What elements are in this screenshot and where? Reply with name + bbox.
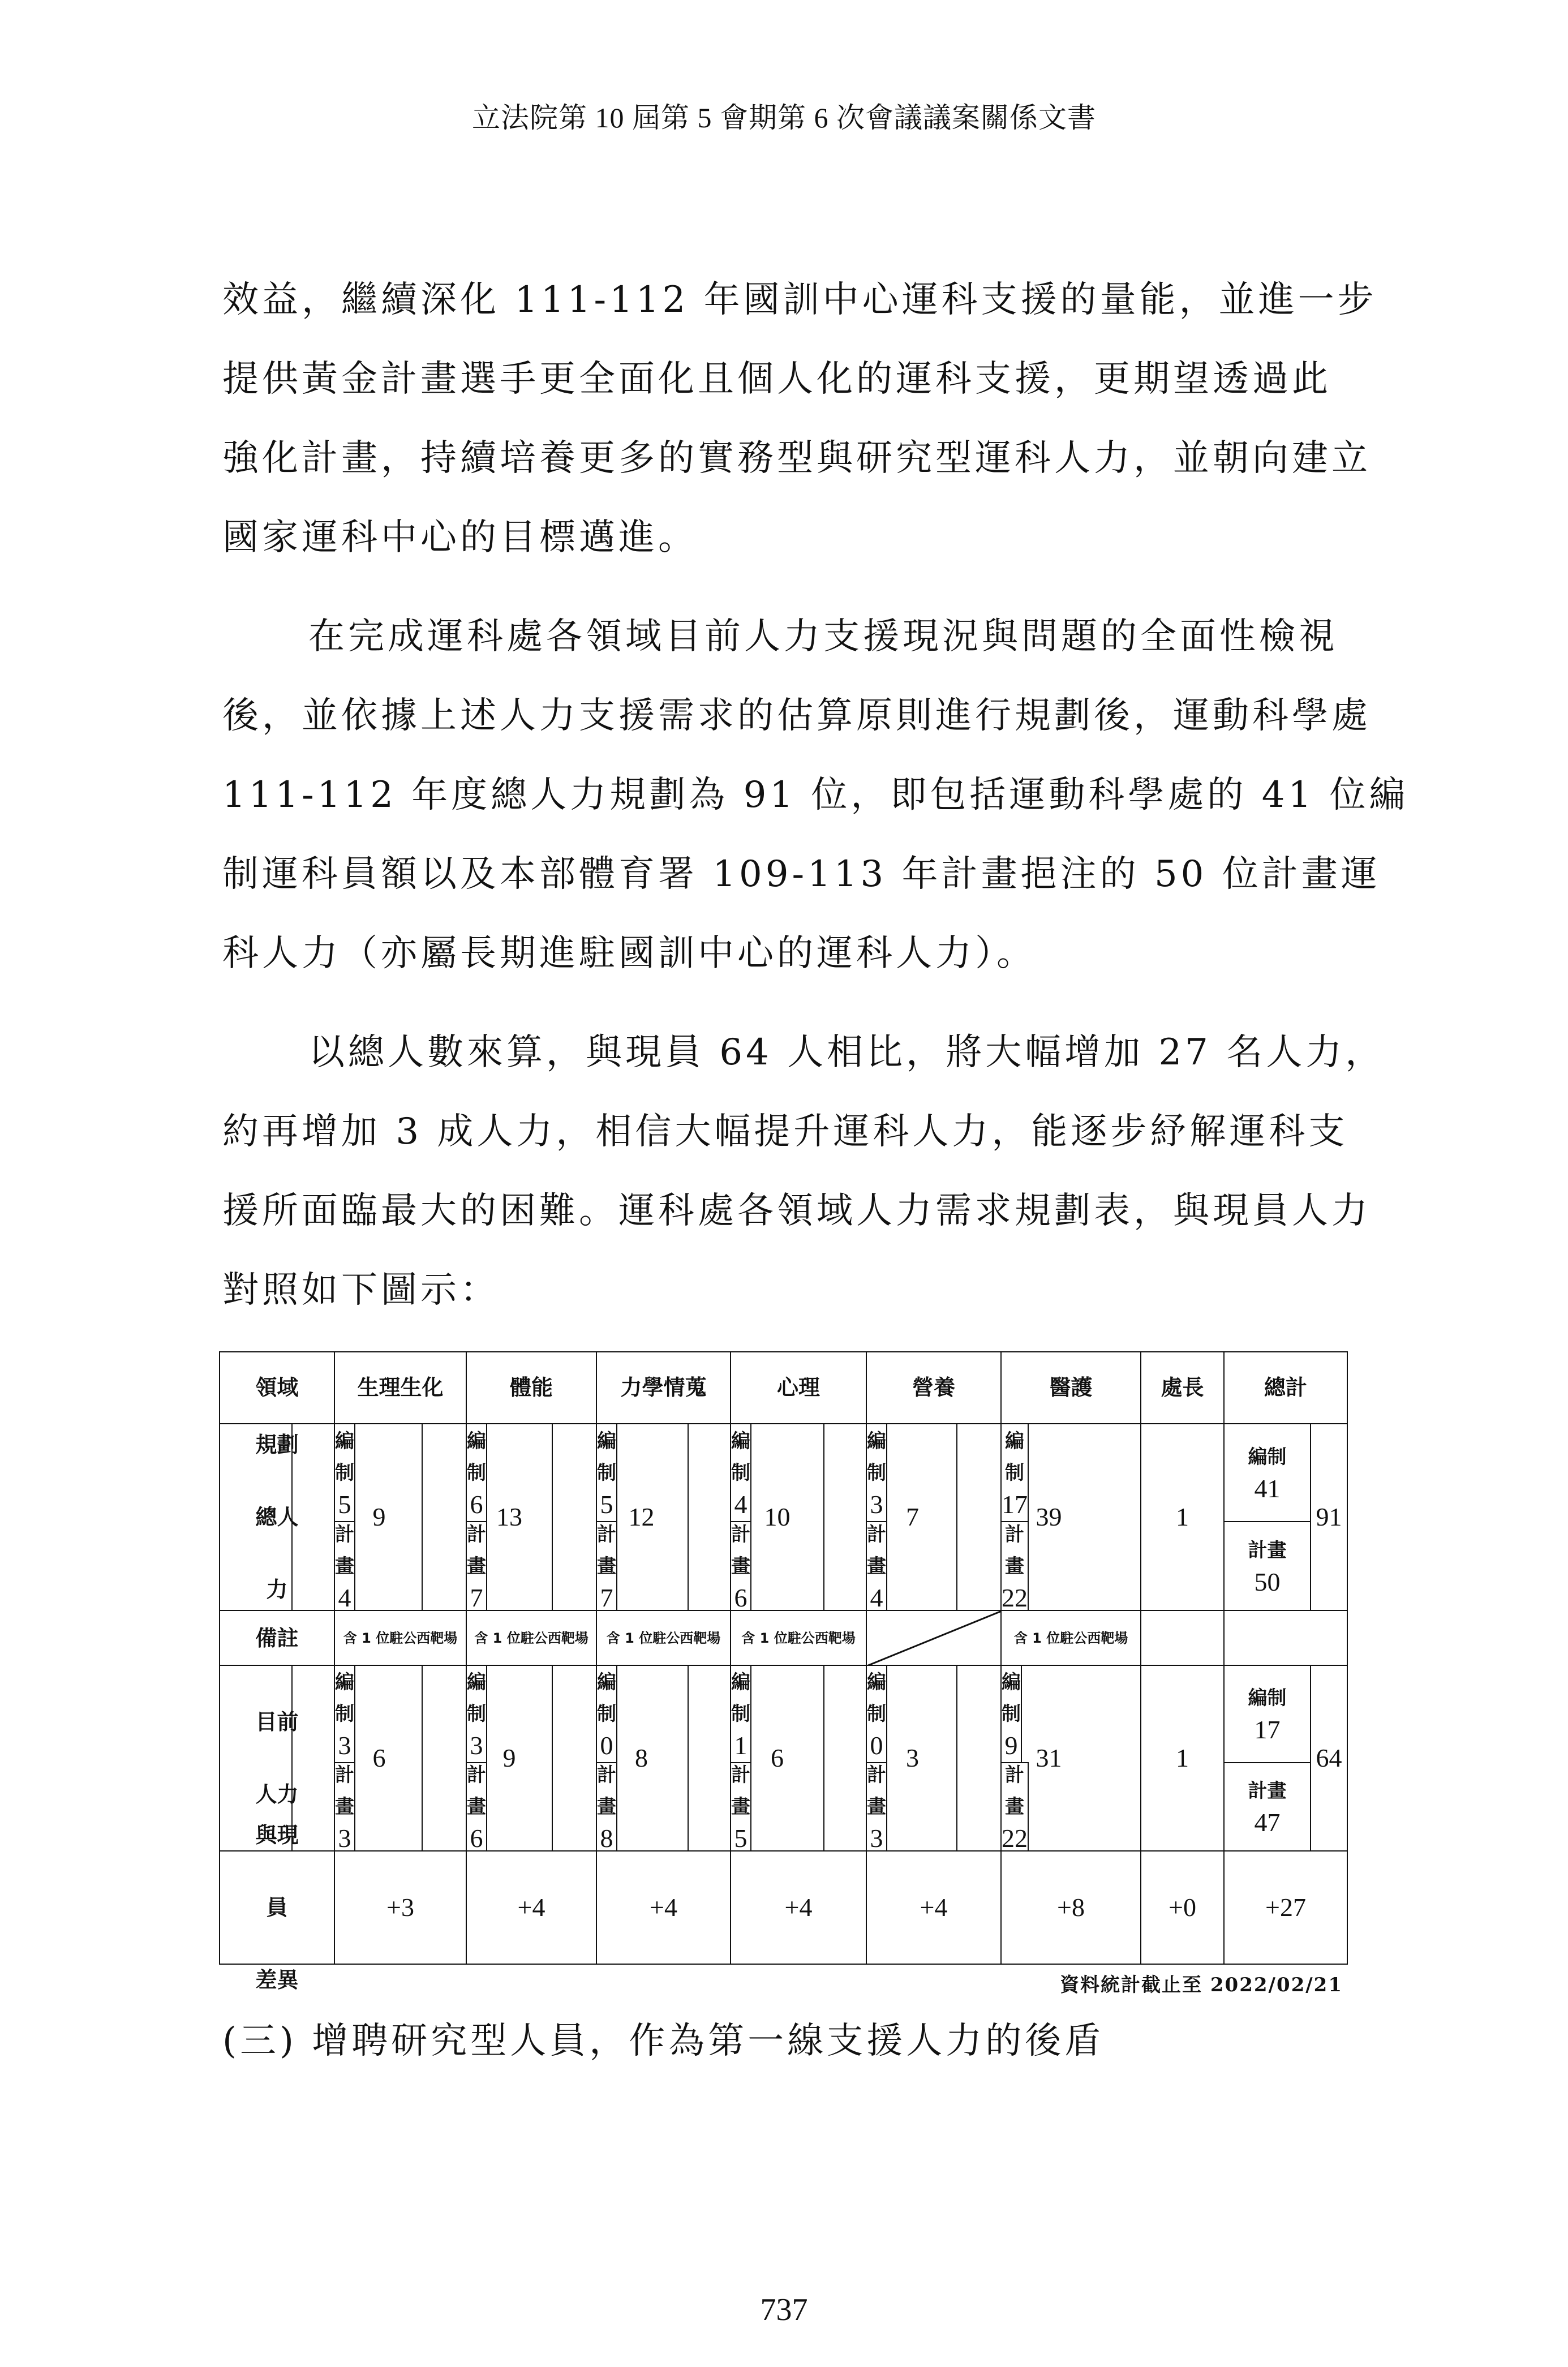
difference-cell [730, 1850, 867, 1965]
sub-label-char: 制 [867, 1703, 886, 1725]
sub-label-char: 編 [335, 1671, 354, 1694]
project-value: 7 [600, 1583, 613, 1612]
total-value: 10 [764, 1502, 791, 1531]
establishment-value: 17 [1254, 1715, 1281, 1744]
sub-label-char: 編 [867, 1671, 886, 1694]
sub-label-char: 計 [1005, 1523, 1024, 1546]
note-text: 含 1 位駐 [741, 1630, 801, 1646]
sub-label-char: 畫 [731, 1795, 750, 1818]
sub-label-char: 計 [597, 1764, 616, 1786]
column-header [466, 1351, 597, 1424]
page-number: 737 [760, 2292, 808, 2327]
current-total-cell [1140, 1665, 1225, 1851]
establishment-value: 9 [1004, 1731, 1018, 1760]
note-text: 含 1 位駐 [474, 1630, 534, 1646]
total-value: 64 [1316, 1743, 1342, 1772]
paragraph-line: 後，並依據上述人力支援需求的估算原則進行規劃後，運動科學處 [222, 695, 1371, 737]
sub-label-char: 畫 [867, 1554, 886, 1578]
sub-label-char: 計 [867, 1523, 886, 1546]
sub-label: 計畫 [1248, 1780, 1287, 1802]
row-label-text: 目前 [255, 1709, 299, 1734]
note-cell [866, 1610, 1002, 1666]
sub-label-char: 編 [731, 1671, 750, 1694]
column-header-label: 醫護 [1049, 1374, 1093, 1400]
row-label-text: 備註 [255, 1625, 299, 1651]
paragraph-line: 制運科員額以及本部體育署 109-113 年計畫挹注的 50 位計畫運 [222, 853, 1381, 895]
note-text: 含 1 位駐 [1013, 1630, 1074, 1646]
note-cell [1140, 1610, 1225, 1666]
sub-label-char: 計 [731, 1764, 750, 1786]
project-value: 6 [734, 1583, 748, 1612]
slash-line [867, 1611, 1002, 1666]
total-value: 12 [628, 1502, 655, 1531]
sub-label-char: 計 [467, 1523, 486, 1546]
establishment-value: 4 [734, 1489, 748, 1519]
total-value: 91 [1316, 1502, 1342, 1531]
sub-label-char: 畫 [597, 1554, 616, 1578]
note-cell [1223, 1610, 1348, 1666]
sub-label-char: 制 [335, 1703, 354, 1725]
column-header-label: 體能 [509, 1374, 553, 1400]
note-cell [334, 1610, 467, 1666]
note-cell [466, 1610, 597, 1666]
difference-value: +3 [386, 1892, 414, 1922]
row-label-difference [219, 1823, 335, 1992]
sub-label-char: 制 [335, 1461, 354, 1484]
sub-label-char: 編 [597, 1671, 616, 1694]
note-text: 含 1 位駐 [343, 1630, 403, 1646]
project-value: 6 [470, 1824, 483, 1853]
paragraph-line: 援所面臨最大的困難。運科處各領域人力需求規劃表，與現員人力 [222, 1190, 1371, 1232]
sub-label-char: 畫 [1005, 1795, 1024, 1818]
row-label-notes [219, 1610, 335, 1666]
sub-label-char: 編 [467, 1429, 486, 1453]
difference-cell [1000, 1850, 1141, 1965]
establishment-value: 17 [1002, 1489, 1028, 1519]
planned-total-cell [956, 1423, 1141, 1611]
sub-label-char: 畫 [1005, 1554, 1024, 1578]
sub-label: 編制 [1248, 1687, 1287, 1709]
corner-label: 領域 [255, 1374, 299, 1400]
paragraph-line: 科人力（亦屬長期進駐國訓中心的運科人力）。 [222, 933, 1036, 974]
difference-value: +4 [920, 1892, 948, 1922]
difference-value: +8 [1057, 1892, 1085, 1922]
column-header-label: 處長 [1161, 1374, 1204, 1400]
establishment-value: 1 [734, 1731, 748, 1760]
establishment-value: 0 [600, 1731, 613, 1760]
establishment-value: 5 [600, 1489, 613, 1519]
difference-value: +4 [650, 1892, 677, 1922]
project-value: 4 [870, 1583, 883, 1612]
sub-label-char: 計 [867, 1764, 886, 1786]
table-footnote: 資料統計截止至 2022/02/21 [1060, 1974, 1343, 1996]
total-value: 1 [1176, 1502, 1189, 1531]
paragraph-line: 效益，繼續深化 111-112 年國訓中心運科支援的量能，並進一步 [222, 279, 1377, 321]
sub-label-char: 計 [731, 1523, 750, 1546]
column-header [1140, 1351, 1225, 1424]
sub-label-char: 編 [1002, 1671, 1021, 1694]
sub-label-char: 計 [467, 1764, 486, 1786]
difference-cell [1223, 1850, 1348, 1965]
sub-label-char: 計 [597, 1523, 616, 1546]
establishment-value: 41 [1254, 1474, 1281, 1503]
column-header-label: 生化 [400, 1374, 444, 1400]
total-value: 7 [906, 1502, 919, 1531]
planned-total-cell [1140, 1423, 1225, 1611]
project-value: 22 [1002, 1583, 1028, 1612]
row-label-text: 員 [266, 1895, 288, 1920]
column-header-label: 心理 [776, 1374, 820, 1400]
sub-label-char: 計 [335, 1523, 354, 1546]
establishment-value: 3 [870, 1489, 883, 1519]
column-header-label: 力學 [620, 1374, 664, 1400]
project-value: 7 [470, 1583, 483, 1612]
sub-label-char: 畫 [335, 1554, 354, 1578]
sub-label-char: 編 [335, 1429, 354, 1453]
total-value: 8 [635, 1743, 648, 1772]
current-total-cell [956, 1665, 1141, 1851]
row-label-text: 與現 [255, 1823, 299, 1848]
note-cell [1000, 1610, 1141, 1666]
header-corner-cell [219, 1351, 335, 1424]
planned-project-cell [1223, 1521, 1311, 1611]
total-value: 6 [771, 1743, 784, 1772]
sub-label-char: 畫 [467, 1795, 486, 1818]
paragraph-2 [222, 597, 1409, 993]
establishment-value: 3 [470, 1731, 483, 1760]
sub-label-char: 計 [1005, 1764, 1024, 1786]
sub-label-char: 制 [731, 1703, 750, 1725]
note-text: 含 1 位駐 [606, 1630, 667, 1646]
paragraph-3 [222, 1013, 1385, 1330]
total-value: 6 [372, 1743, 386, 1772]
difference-cell [866, 1850, 1002, 1965]
sub-label-char: 制 [1002, 1703, 1021, 1725]
sub-label-char: 制 [1005, 1461, 1024, 1484]
establishment-value: 6 [470, 1489, 483, 1519]
column-header [1000, 1351, 1141, 1424]
row-label-text: 規劃 [255, 1432, 299, 1457]
project-value: 22 [1002, 1824, 1028, 1853]
paragraph-line: 111-112 年度總人力規劃為 91 位，即包括運動科學處的 41 位編 [222, 774, 1409, 816]
note-text: 公西靶場 [666, 1630, 721, 1646]
column-header [334, 1351, 467, 1424]
total-value: 31 [1036, 1743, 1062, 1772]
paragraph-line: 國家運科中心的目標邁進。 [222, 517, 698, 559]
sub-label-char: 畫 [597, 1795, 616, 1818]
establishment-value: 3 [338, 1731, 351, 1760]
establishment-value: 5 [338, 1489, 351, 1519]
total-value: 3 [906, 1743, 919, 1772]
paragraph-line: 對照如下圖示： [222, 1269, 500, 1311]
sub-label-char: 制 [867, 1461, 886, 1484]
project-value: 50 [1254, 1567, 1281, 1596]
sub-label-char: 畫 [867, 1795, 886, 1818]
paragraph-1 [222, 260, 1377, 577]
column-header [596, 1351, 731, 1424]
difference-value: +27 [1265, 1892, 1306, 1922]
paragraph-line: 提供黃金計畫選手更全面化且個人化的運科支援，更期望透過此 [222, 358, 1331, 400]
total-value: 13 [496, 1502, 522, 1531]
paragraph-line: 強化計畫，持續培養更多的實務型與研究型運科人力，並朝向建立 [222, 437, 1371, 479]
total-value: 39 [1036, 1502, 1062, 1531]
document-header: 立法院第 10 屆第 5 會期第 6 次會議議案關係文書 [472, 102, 1096, 134]
paragraph-line: 以總人數來算，與現員 64 人相比，將大幅增加 27 名人力， [308, 1032, 1385, 1073]
project-value: 4 [338, 1583, 351, 1612]
row-label-text: 人力 [255, 1782, 299, 1807]
project-value: 3 [338, 1824, 351, 1853]
sub-label-char: 計 [335, 1764, 354, 1786]
sub-label: 編制 [1248, 1445, 1287, 1468]
sub-label-char: 制 [597, 1703, 616, 1725]
project-value: 8 [600, 1824, 613, 1853]
total-value: 9 [502, 1743, 516, 1772]
sub-label-char: 畫 [467, 1554, 486, 1578]
sub-label-char: 畫 [731, 1554, 750, 1578]
column-header-label: 營養 [912, 1374, 955, 1400]
column-header [1223, 1351, 1348, 1424]
sub-label-char: 編 [1005, 1429, 1024, 1453]
sub-label-char: 編 [467, 1671, 486, 1694]
difference-value: +4 [517, 1892, 545, 1922]
difference-value: +4 [784, 1892, 813, 1922]
project-value: 47 [1254, 1808, 1281, 1837]
difference-cell [466, 1850, 597, 1965]
project-value: 5 [734, 1824, 748, 1853]
total-value: 9 [372, 1502, 386, 1531]
sub-label-char: 編 [597, 1429, 616, 1453]
establishment-value: 0 [870, 1731, 883, 1760]
sub-label-char: 制 [467, 1461, 486, 1484]
current-establishment-cell [1223, 1665, 1311, 1763]
row-label-text: 差異 [255, 1968, 299, 1992]
note-cell [730, 1610, 867, 1666]
sub-label-char: 編 [867, 1429, 886, 1453]
current-total-cell [1310, 1665, 1348, 1851]
planned-total-cell [1310, 1423, 1348, 1611]
note-text: 公西靶場 [534, 1630, 588, 1646]
row-label-text: 力 [266, 1577, 288, 1602]
sub-label: 計畫 [1248, 1539, 1287, 1562]
column-header-label: 情蒐 [663, 1374, 707, 1400]
empty-cell-slash [867, 1611, 1002, 1666]
column-header [730, 1351, 867, 1424]
planned-establishment-cell [1223, 1423, 1311, 1522]
difference-cell [1140, 1850, 1225, 1965]
difference-cell [334, 1850, 467, 1965]
column-header-label: 總計 [1264, 1374, 1307, 1400]
sub-label-char: 制 [597, 1461, 616, 1484]
column-header [866, 1351, 1002, 1424]
total-value: 1 [1176, 1743, 1189, 1772]
section-heading: (三) 增聘研究型人員，作為第一線支援人力的後盾 [222, 2020, 1105, 2062]
sub-label-char: 制 [731, 1461, 750, 1484]
difference-cell [596, 1850, 731, 1965]
sub-label-char: 制 [467, 1703, 486, 1725]
column-header-label: 生理 [357, 1374, 401, 1400]
difference-value: +0 [1169, 1892, 1196, 1922]
paragraph-line: 在完成運科處各領域目前人力支援現況與問題的全面性檢視 [308, 616, 1338, 658]
sub-label-char: 編 [731, 1429, 750, 1453]
sub-label-char: 畫 [335, 1795, 354, 1818]
note-text: 公西靶場 [1073, 1630, 1128, 1646]
note-cell [596, 1610, 731, 1666]
row-label-text: 總人 [255, 1505, 299, 1530]
paragraph-line: 約再增加 3 成人力，相信大幅提升運科人力，能逐步紓解運科支 [222, 1111, 1348, 1153]
project-value: 3 [870, 1824, 883, 1853]
current-project-cell [1223, 1762, 1311, 1851]
note-text: 公西靶場 [403, 1630, 458, 1646]
note-text: 公西靶場 [801, 1630, 856, 1646]
